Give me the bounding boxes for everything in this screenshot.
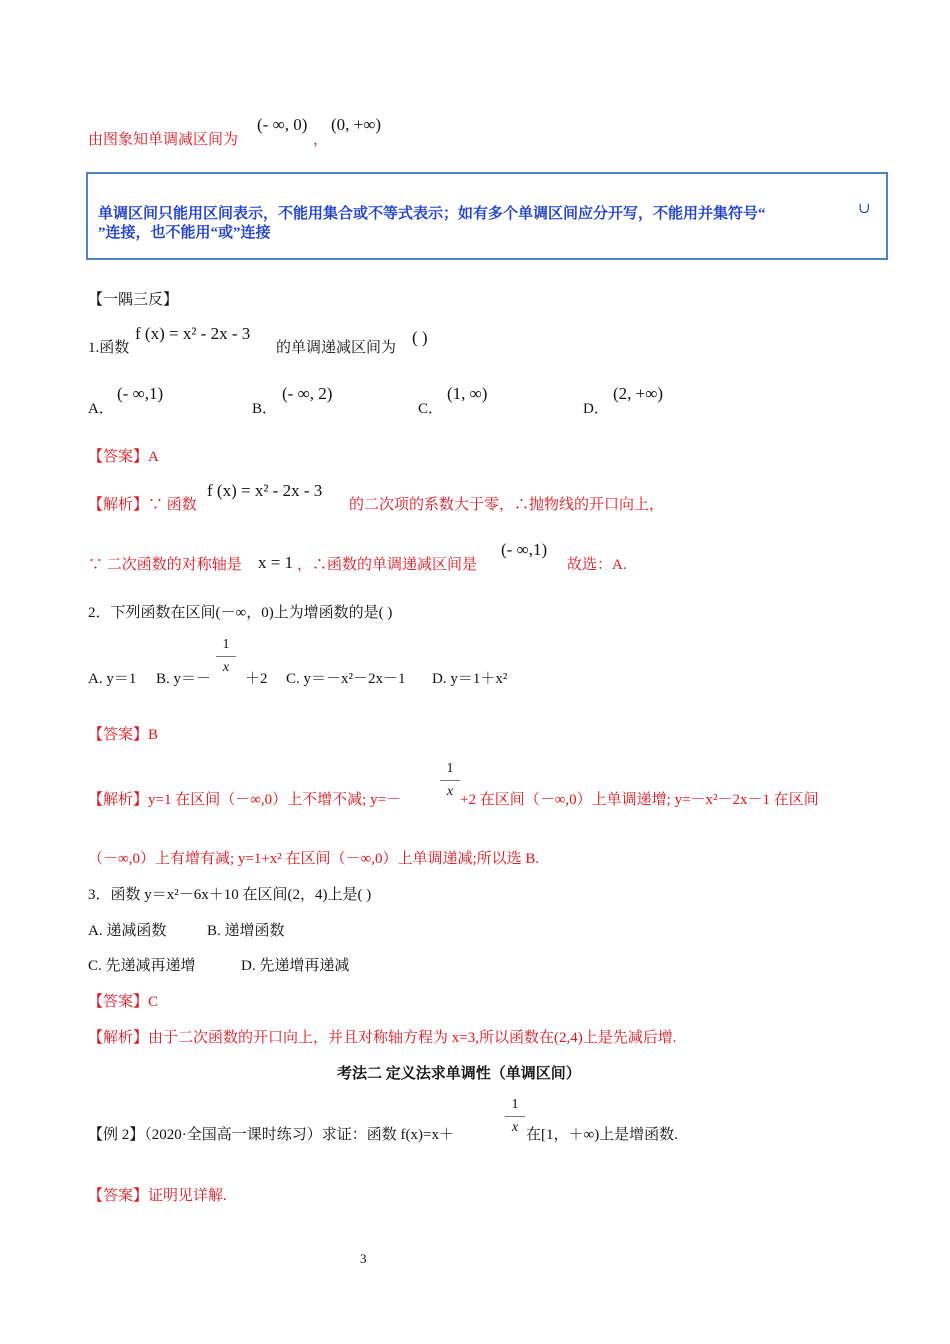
q2-analysis-fraction: 1 x [440, 760, 460, 801]
q1-opt-a-value: (- ∞,1) [117, 384, 164, 403]
example-text-b: 在[1，＋∞)上是增函数. [526, 1127, 678, 1143]
q2-opt-c: C. y＝－x²－2x－1 [286, 671, 406, 687]
q1-analysis-l1-b: 的二次项的系数大于零，∴抛物线的开口向上， [349, 497, 665, 513]
q3-opt-c: C. 先递减再递增 [88, 958, 196, 974]
q1-opt-b-value: (- ∞, 2) [282, 384, 333, 403]
q1-opt-a-label: A． [88, 401, 114, 417]
q2-opt-b-pre: B. y＝－ [156, 671, 212, 687]
q3-analysis: 【解析】由于二次函数的开口向上，并且对称轴方程为 x=3,所以函数在(2,4)上是先减后增. [88, 1030, 677, 1046]
q2-answer: 【答案】B [88, 727, 159, 743]
method-title: 考法二 定义法求单调性（单调区间） [337, 1066, 581, 1082]
interval-neg: (- ∞, 0) [257, 115, 308, 134]
q1-analysis-l2-b: ，∴函数的单调递减区间是 [297, 557, 478, 573]
q3-answer: 【答案】C [88, 994, 159, 1010]
top-text: 由图象知单调减区间为 [88, 132, 239, 148]
page-number: 3 [360, 1251, 367, 1266]
q2-opt-b-post: ＋2 [245, 671, 268, 687]
q1-prefix: 1.函数 [88, 340, 130, 356]
q1-analysis-formula: f (x) = x² - 2x - 3 [207, 481, 323, 500]
example-fraction: 1 x [505, 1096, 525, 1137]
q3-opt-d: D. 先递增再递减 [241, 958, 350, 974]
q1-answer: 【答案】A [88, 449, 159, 465]
q1-analysis-x: x = 1 [258, 553, 294, 572]
q2-analysis-l2: （－∞,0）上有增有减; y=1+x² 在区间（－∞,0）上单调递减;所以选 B. [88, 851, 540, 867]
note-line-1: 单调区间只能用区间表示，不能用集合或不等式表示；如有多个单调区间应分开写，不能用并集符号“ [98, 206, 766, 222]
q1-opt-c-value: (1, ∞) [447, 384, 488, 403]
q2-opt-d: D. y＝1＋x² [432, 671, 508, 687]
section-tag: 【一隅三反】 [88, 292, 179, 308]
q2-analysis-l1-a: 【解析】y=1 在区间（－∞,0）上不增不减; y=－ [88, 792, 402, 808]
q1-analysis-l2-c: 故选：A. [567, 557, 627, 573]
q1-opt-c-label: C． [418, 401, 444, 417]
q1-analysis-interval: (- ∞,1) [501, 540, 548, 559]
q1-opt-d-value: (2, +∞) [613, 384, 664, 403]
q1-opt-b-label: B． [252, 401, 278, 417]
q1-analysis-l2-a: ∵ 二次函数的对称轴是 [88, 557, 242, 573]
q1-paren: ( ) [412, 328, 428, 347]
union-symbol: ∪ [858, 201, 871, 217]
q3-opt-a: A. 递减函数 [88, 923, 167, 939]
note-line-2: ”连接，也不能用“或”连接 [98, 225, 271, 241]
q3-opt-b: B. 递增函数 [207, 923, 285, 939]
q2-analysis-l1-b: +2 在区间（－∞,0）上单调递增; y=－x²－2x－1 在区间 [460, 792, 819, 808]
top-comma: ， [313, 132, 329, 148]
q3-stem: 3．函数 y＝x²－6x＋10 在区间(2，4)上是( ) [88, 887, 372, 903]
q2-stem: 2．下列函数在区间(－∞，0)上为增函数的是( ) [88, 605, 393, 621]
q2-fraction: 1 x [216, 636, 236, 677]
interval-pos: (0, +∞) [331, 115, 382, 134]
q1-formula: f (x) = x² - 2x - 3 [135, 324, 251, 343]
q1-opt-d-label: D． [583, 401, 609, 417]
q1-analysis-l1-a: 【解析】∵ 函数 [88, 497, 197, 513]
q2-opt-a: A. y＝1 [88, 671, 137, 687]
example-text-a: 【例 2】（2020·全国高一课时练习）求证：函数 f(x)=x＋ [88, 1127, 454, 1143]
example-answer: 【答案】证明见详解. [88, 1188, 227, 1204]
q1-suffix: 的单调递减区间为 [276, 340, 397, 356]
